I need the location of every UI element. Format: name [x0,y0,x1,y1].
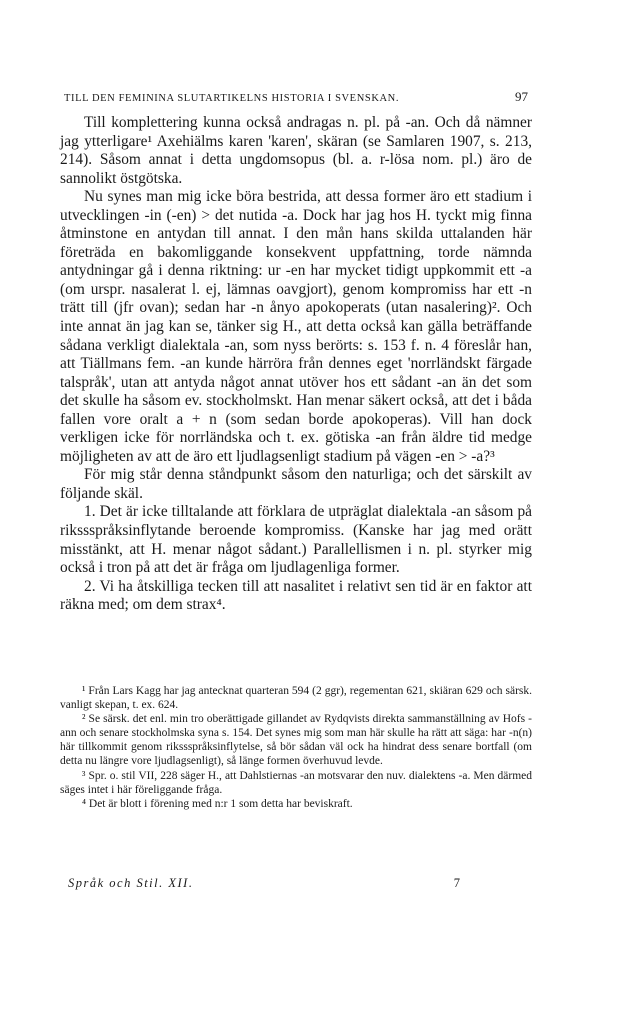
paragraph: 2. Vi ha åtskilliga tecken till att nasalitet i relativt sen tid är en faktor att räkna med; om dem strax⁴. [60,577,532,614]
footnote: ² Se särsk. det enl. min tro oberättigade gillandet av Rydqvists direkta sammanställning av Hofs -ann och senare stockholmska syna s. 154. Det synes mig som man här skulle ha rätt att säga: har -n(n) här tillkommit genom rikssspråksinflytelse, så bör sådan väl ock ha hindrat dess senare bortfall (om detta nu längre vore ljudlagsenligt), så länge formen överhuvud levde. [60,713,532,768]
page-footer [68,876,460,891]
main-text [60,114,532,615]
footnote: ¹ Från Lars Kagg har jag antecknat quarteran 594 (2 ggr), regementan 621, skiäran 629 och särsk. vanligt skepan, t. ex. 624. [60,685,532,712]
paragraph: 1. Det är icke tilltalande att förklara de utpräglat dialektala -an såsom på rikssspråksinflytande beroende kompromiss. (Kanske har jag med orätt misstänkt, att H. menar något sådant.) Parallellismen i n. pl. styrker mig också i tron på att det är fråga om ljudlagenliga former. [60,503,532,577]
footnote: ³ Spr. o. stil VII, 228 säger H., att Dahlstiernas -an motsvarar den nuv. dialektens -a. Men därmed säges intet i här föreliggande fråga. [60,769,532,796]
running-title: TILL DEN FEMININA SLUTARTIKELNS HISTORIA I SVENSKAN. [64,93,400,104]
paragraph: För mig står denna ståndpunkt såsom den naturliga; och det särskilt av följande skäl. [60,466,532,502]
signature-mark: 7 [453,876,460,890]
page-number: 97 [515,89,528,104]
footnotes [60,684,532,811]
paragraph: Till komplettering kunna också andragas n. pl. på -an. Och då nämner jag ytterligare¹ Axehiälms karen 'karen', skäran (se Samlaren 1907, s. 213, 214). Såsom annat i detta ungdomsopus (bl. a. r-lösa nom. pl.) äro de sannolikt östgötska. [60,114,532,187]
journal-title: Språk och Stil. XII. [68,876,194,890]
footnote: ⁴ Det är blott i förening med n:r 1 som detta har beviskraft. [82,797,353,810]
running-header [64,89,528,105]
paragraph: Nu synes man mig icke böra bestrida, att dessa former äro ett stadium i utvecklingen -in (-en) > det nutida -a. Dock har jag hos H. tyckt mig finna åtminstone en antydan till annat. I den mån hans skilda uttalanden här företräda en bakomliggande konsekvent uppfattning, torde nämnda antydningar gå i denna riktning: ur -en har mycket tidigt uppkommit ett -a (om urspr. nasalerat l. ej, lämnas oavgjort), genom kompromiss har ett -n trätt till (jfr ovan); sedan har -n ånyo apokoperats (utan nasalering)². Och inte annat än jag kan se, tänker sig H., att detta också kan gälla beträffande sådana verkligt dialektala -an, som nyss berörts: s. 153 f. n. 4 föreslår han, att Tiällmans fem. -an kunde härröra från dennes eget 'norrländskt färgade talspråk', utan att antyda något annat utöver hos ett sådant -an än det som det skulle ha såsom ev. stockholmskt. Han menar säkert också, att det i båda fallen vore oralt a + n (som sedan borde apokoperas). Vill han dock verkligen icke för norrländska och t. ex. götiska -an från äldre tid medge möjligheten av att de äro ett ljudlagsenligt stadium på vägen -en > -a?³ [60,188,532,465]
